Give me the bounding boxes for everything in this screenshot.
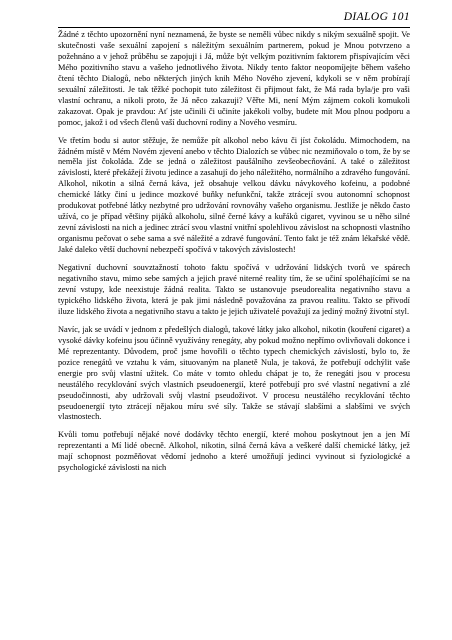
paragraph-5: Kvůli tomu potřebují nějaké nové dodávky těchto energií, které mohou poskytnout jen a jen Mí reprezentanti a Mí lidé obecně. Alkohol, nikotin, silná černá káva a veškeré další chemické látky, jež mají schopnost pozměňovat vědomí jednoho a které umožňují jedinci vyvinout si fyziologické a psychologické závislosti na nich [58,430,410,473]
paragraph-3: Negativní duchovní souvztažností tohoto faktu spočívá v udržování lidských tvorů ve spárech negativního stavu, mimo sebe samých a jejich pravé niterné reality tím, že se učiní spoléhajícími se na zevní vstupy, kde neexistuje žádná realita. Takto se ustanovuje pseudorealita negativního stavu a typického lidského života, která je pak jimi následně považována za pravou realitu. Takto se přivodí iluze lidského života a negativního stavu a takto je jejich uživatelé považují za jediný možný životní styl. [58,263,410,316]
document-page [58,10,410,481]
header-title: DIALOG 101 [343,11,410,23]
paragraph-1: Žádné z těchto upozornění nyní neznamená, že byste se neměli vůbec nikdy s nikým sexuálně spojit. Ve skutečnosti vaše sexuální zapojení s náležitým sexuálním partnerem, pokud je Mnou potvrzeno a požehnáno a v jehož průběhu se zapojuji i Já, může být velkým pozitivním faktorem přispívajícím věci Mého pozitivního stavu a vašeho jednotlivého života. Nikdy tento faktor neopomíjejte během vašeho čtení těchto Dialogů, nebo některých jiných knih Mého Nového zjevení, kdykoli se v něm probírají sexuální záležitosti. Je tak těžké pochopit tuto záležitost či přijmout fakt, že Má rada byla/je pro vaši vlastní ochranu, a nikoli proto, že Já něco zakazuji? Věřte Mi, není Mým zájmem cokoli komukoli zakazovat. Opak je pravdou: Ať jste učinili či učiníte jakékoli volby, budete mít Mou plnou podporu a pomoc, jakož i od všech členů vaší duchovní rodiny a Nového vesmíru. [58,30,410,127]
page-content [58,30,410,474]
paragraph-4: Navíc, jak se uvádí v jednom z předešlých dialogů, takové látky jako alkohol, nikotin (kouření cigaret) a vysoké dávky kofeinu jsou účinně využívány renegáty, aby pokud možno nepřímo ovlivňovali dokonce i Mé reprezentanty. Důvodem, proč jsme hovořili o těchto typech chemických závislostí, bylo to, že pozice renegátů ve vztahu k vám, situovaným na planetě Nula, je taková, že potřebují odchýlit vaše energie pro svůj vlastní užitek. Co máte v tomto ohledu chápat je to, že renegáti jsou v procesu neustálého recyklování svých vlastních pseudoenergií, které potřebují pro své vlastní negativní a zlé pseudočinnosti, aby udržovali svůj vlastní pseudoživot. V procesu neustálého recyklování těchto pseudoenergií tyto ztrácejí nějakou míru své síly. Takže se stávají slabšími a slabšími ve svých vlastnostech. [58,324,410,422]
page-header [58,10,410,28]
paragraph-2: Ve třetím bodu si autor stěžuje, že nemůže pít alkohol nebo kávu či jíst čokoládu. Mimochodem, na žádném místě v Mém Novém zjevení anebo v těchto Dialozích se vůbec nic nezmiňovalo o tom, že by se neměla jíst čokoláda. Zde se jedná o záležitost paušálního zevšeobecňování. A také o záležitost závislosti, které překážejí životu jedince a zasahují do jeho náležitého, normálního a zdravého fungování. Alkohol, nikotin a silná černá káva, jež obsahuje velkou dávku návykového kofeinu, a podobné chemické látky činí u jedince mozkové buňky nefunkční, takže ztrácejí svou autonomní schopnost produkovat potřebné látky nezbytné pro udržování rovnováhy vašeho organismu. Jestliže je někdo často užívá, co je případ většiny pijáků alkoholu, silné černé kávy a kuřáků cigaret, vyvinou se u něho silné zevní závislosti na nich a jedinec ztrácí svou vlastní vnitřní spolehlivou závislost na schopnosti vlastního organismu pečovat o sebe sama a své náležité a zdravé fungování. Tento fakt je též znám lékařské vědě. Jaké daleko větší duchovní nebezpečí spočívá v takových závislostech! [58,135,410,255]
